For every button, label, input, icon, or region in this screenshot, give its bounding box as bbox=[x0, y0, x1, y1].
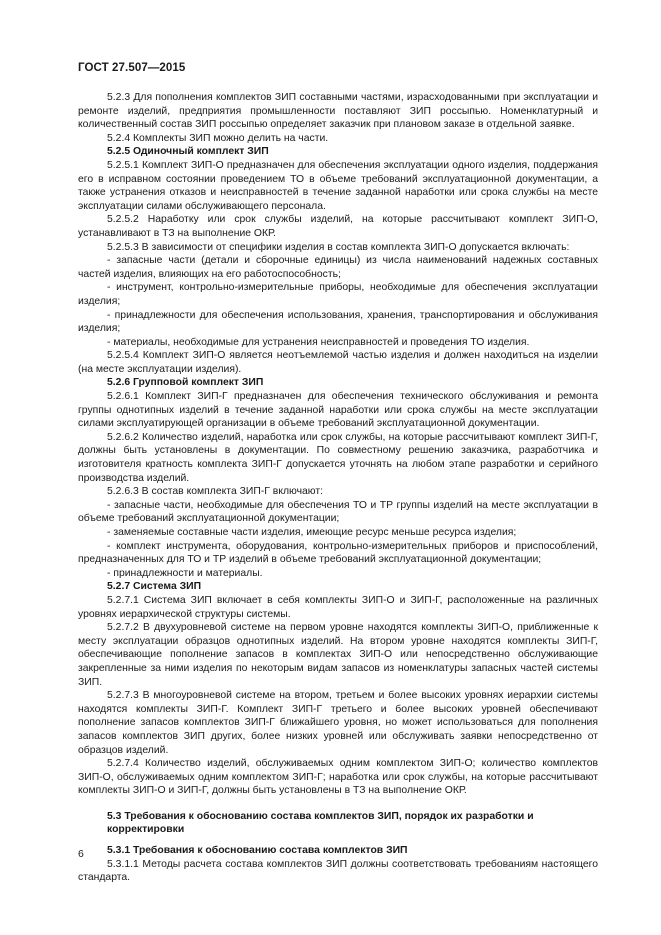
section-heading: 5.2.7 Система ЗИП bbox=[107, 581, 202, 593]
list-item: - запасные части (детали и сборочные единицы) из числа наименований надежных составных частей изделия, влияющих на его работоспособность; bbox=[78, 255, 598, 280]
section-heading: 5.2.5 Одиночный комплект ЗИП bbox=[107, 146, 269, 158]
list-item: - принадлежности и материалы. bbox=[107, 567, 263, 579]
paragraph: 5.2.7.2 В двухуровневой системе на первом уровне находятся комплекты ЗИП-О, приближенные к месту эксплуатации образцов однотипных изделий. На втором уровне находятся комплекты ЗИП-Г, обеспечивающие пополнение запасов в комплектах ЗИП-О или непосредственно обслуживающие закрепленные за ними изделия по некоторым видам запасов из номенклатуры запасных частей системы ЗИП. bbox=[78, 622, 598, 688]
page-number: 6 bbox=[78, 848, 84, 860]
list-item: - запасные части, необходимые для обеспечения ТО и ТР группы изделий на месте эксплуатации в объеме требований эксплуатационной документации; bbox=[78, 499, 598, 525]
subsection-heading: 5.3 Требования к обоснованию состава комплектов ЗИП, порядок их разработки и корректировки bbox=[107, 810, 534, 836]
paragraph: 5.2.7.1 Система ЗИП включает в себя комплекты ЗИП-О и ЗИП-Г, расположенные на различных уровнях иерархической структуры системы. bbox=[78, 594, 598, 620]
paragraph: 5.2.5.2 Наработку или срок службы изделий, на которые рассчитывают комплект ЗИП-О, устанавливают в ТЗ на выполнение ОКР. bbox=[78, 214, 598, 239]
document-body bbox=[78, 91, 598, 885]
paragraph: 5.2.7.4 Количество изделий, обслуживаемых одним комплектом ЗИП-О; количество комплектов ЗИП-О, обслуживаемых одним комплектом ЗИП-Г; наработка или срок службы, на которые рассчитывают комплекты ЗИП-О и ЗИП-Г, должны быть установлены в ТЗ на выполнение ОКР. bbox=[78, 758, 598, 797]
paragraph: 5.2.7.3 В многоуровневой системе на втором, третьем и более высоких уровнях иерархии системы находятся комплекты ЗИП-Г. Комплект ЗИП-Г третьего и более высоких уровней обеспечивают пополнение запасов комплектов ЗИП-Г ближайшего уровня, но может использоваться для пополнения запасов комплектов ЗИП других, более низких уровней или обслуживать заявки непосредственно от образцов изделий. bbox=[78, 690, 598, 756]
paragraph: 5.3.1.1 Методы расчета состава комплектов ЗИП должны соответствовать требованиям настоящего стандарта. bbox=[78, 858, 598, 884]
paragraph: 5.2.6.1 Комплект ЗИП-Г предназначен для обеспечения технического обслуживания и ремонта группы однотипных изделий в течение заданной наработки или срока службы на месте эксплуатации силами эксплуатирующей организации в объеме требований эксплуатационной документации. bbox=[78, 391, 598, 430]
paragraph: 5.2.6.2 Количество изделий, наработка или срок службы, на которые рассчитывают комплект ЗИП-Г, должны быть установлены в документации. По совместному решению заказчика, разработчика и изготовителя кратность комплекта ЗИП-Г допускается уточнять на любом этапе разработки и серийного производства изделий. bbox=[78, 431, 598, 484]
paragraph: 5.2.4 Комплекты ЗИП можно делить на части. bbox=[107, 132, 329, 144]
section-heading: 5.3.1 Требования к обоснованию состава комплектов ЗИП bbox=[107, 845, 408, 857]
paragraph: 5.2.3 Для пополнения комплектов ЗИП составными частями, израсходованными при эксплуатации и ремонте изделий, предприятия промышленности поставляют ЗИП россыпью. Номенклатурный и количественный состав ЗИП россыпью определяет заказчик при плановом заказе в отдельной заявке. bbox=[78, 92, 598, 131]
list-item: - инструмент, контрольно-измерительные приборы, необходимые для обеспечения эксплуатации изделия; bbox=[78, 282, 598, 307]
paragraph: 5.2.5.3 В зависимости от специфики изделия в состав комплекта ЗИП-О допускается включать: bbox=[107, 241, 570, 253]
paragraph: 5.2.6.3 В состав комплекта ЗИП-Г включают: bbox=[107, 486, 324, 498]
page-header: ГОСТ 27.507—2015 bbox=[78, 62, 186, 74]
list-item: - принадлежности для обеспечения использования, хранения, транспортирования и обслуживания изделия; bbox=[78, 309, 598, 335]
list-item: - комплект инструмента, оборудования, контрольно-измерительных приборов и приспособлений, предназначенных для ТО и ТР изделий в объеме требований эксплуатационной документации; bbox=[78, 540, 598, 566]
list-item: - заменяемые составные части изделия, имеющие ресурс меньше ресурса изделия; bbox=[107, 527, 517, 538]
list-item: - материалы, необходимые для устранения неисправностей и проведения ТО изделия. bbox=[107, 336, 530, 348]
paragraph: 5.2.5.1 Комплект ЗИП-О предназначен для обеспечения эксплуатации одного изделия, поддержания его в исправном состоянии проведением ТО в объеме требований эксплуатационной документации, а также устранения отказов и неисправностей в течение заданной наработки или срока службы на месте эксплуатации силами обслуживающего персонала. bbox=[78, 159, 598, 212]
section-heading: 5.2.6 Групповой комплект ЗИП bbox=[107, 377, 264, 389]
paragraph: 5.2.5.4 Комплект ЗИП-О является неотъемлемой частью изделия и должен находиться на изделии (на месте эксплуатации изделия). bbox=[78, 350, 598, 375]
